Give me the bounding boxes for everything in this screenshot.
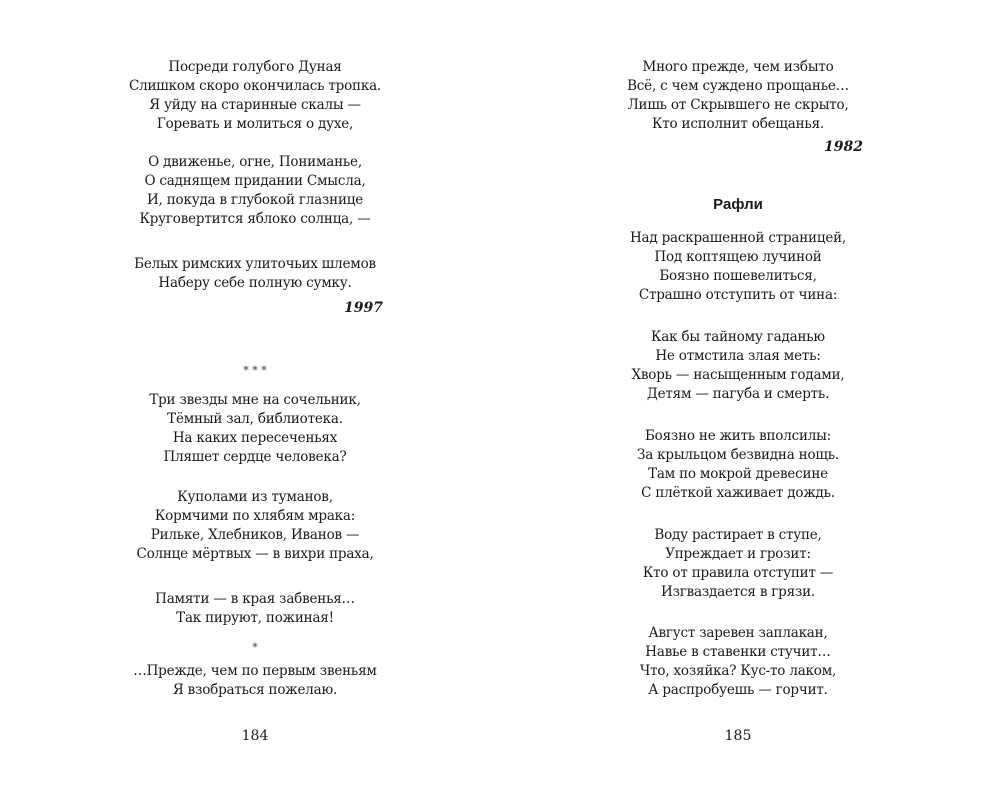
poem-line: Пляшет сердце человека?	[163, 449, 347, 465]
page-number: 185	[724, 728, 752, 744]
poem-line: Круговертится яблоко солнца, —	[139, 211, 371, 227]
poem-line: О движенье, огне, Пониманье,	[148, 154, 362, 170]
poem-line: Хворь — насыщенным годами,	[631, 367, 845, 383]
poem-line: Солнце мёртвых — в вихри праха,	[136, 546, 374, 562]
poem-line: Что, хозяйка? Кус-то лаком,	[639, 663, 837, 679]
poem-line: А распробуешь — горчит.	[648, 682, 828, 698]
poem-line: Кто исполнит обещанья.	[652, 116, 824, 132]
poem-line: Кормчими по хлябям мрака:	[154, 508, 356, 524]
poem-line: Куполами из туманов,	[177, 489, 333, 505]
poem-line: Кто от правила отступит —	[642, 565, 834, 581]
poem-line: Наберу себе полную сумку.	[158, 275, 352, 291]
poem-line: Лишь от Скрывшего не скрыто,	[627, 97, 849, 113]
section-divider: *	[252, 641, 258, 654]
untitled-poem-mark: * * *	[243, 364, 267, 377]
poem-line: Боязно не жить вполсилы:	[644, 428, 832, 444]
poem-line: На каких пересеченьях	[172, 430, 338, 446]
poem-line: С плёткой хаживает дождь.	[641, 485, 835, 501]
right-page	[500, 0, 1000, 800]
poem-line: Так пируют, пожиная!	[176, 610, 334, 626]
poem-year: 1982	[824, 139, 863, 155]
poem-line: Не отмстила злая меть:	[655, 348, 821, 364]
poem-line: Я уйду на старинные скалы —	[149, 97, 361, 113]
poem-line: Посреди голубого Дуная	[168, 59, 342, 75]
poem-line: Слишком скоро окончилась тропка.	[128, 78, 382, 94]
poem-line: Белых римских улиточьих шлемов	[134, 256, 376, 272]
poem-line: Горевать и молиться о духе,	[156, 116, 354, 132]
poem-line: Там по мокрой древесине	[648, 466, 828, 482]
poem-line: Всё, с чем суждено прощанье…	[627, 78, 849, 94]
poem-line: Рильке, Хлебников, Иванов —	[150, 527, 360, 543]
poem-line: Воду растирает в ступе,	[654, 527, 822, 543]
poem-line: Боязно пошевелиться,	[659, 268, 817, 284]
poem-line: И, покуда в глубокой глазнице	[146, 192, 364, 208]
poem-line: О саднящем придании Смысла,	[144, 173, 366, 189]
poem-line: Памяти — в края забвенья…	[155, 591, 355, 607]
poem-line: Страшно отступить от чина:	[638, 287, 838, 303]
poem-line: Навье в ставенки стучит…	[645, 644, 831, 660]
poem-line: …Прежде, чем по первым звеньям	[133, 663, 377, 679]
poem-line: Изгваздается в грязи.	[661, 584, 815, 600]
poem-line: Под коптящею лучиной	[654, 249, 822, 265]
poem-line: Над раскрашенной страницей,	[629, 230, 847, 246]
poem-line: За крыльцом безвидна нощь.	[637, 447, 839, 463]
poem-line: Три звезды мне на сочельник,	[149, 392, 361, 408]
poem-line: Детям — пагуба и смерть.	[646, 386, 830, 402]
poem-line: Как бы тайному гаданью	[651, 329, 825, 345]
poem-line: Много прежде, чем избыто	[642, 59, 834, 75]
page-number: 184	[241, 728, 269, 744]
poem-line: Я взобраться пожелаю.	[172, 682, 338, 698]
poem-line: Тёмный зал, библиотека.	[167, 411, 343, 427]
poem-line: Упреждает и грозит:	[665, 546, 811, 562]
poem-title: Рафли	[713, 196, 763, 213]
poem-year: 1997	[344, 300, 383, 316]
poem-line: Август заревен заплакан,	[648, 625, 828, 641]
